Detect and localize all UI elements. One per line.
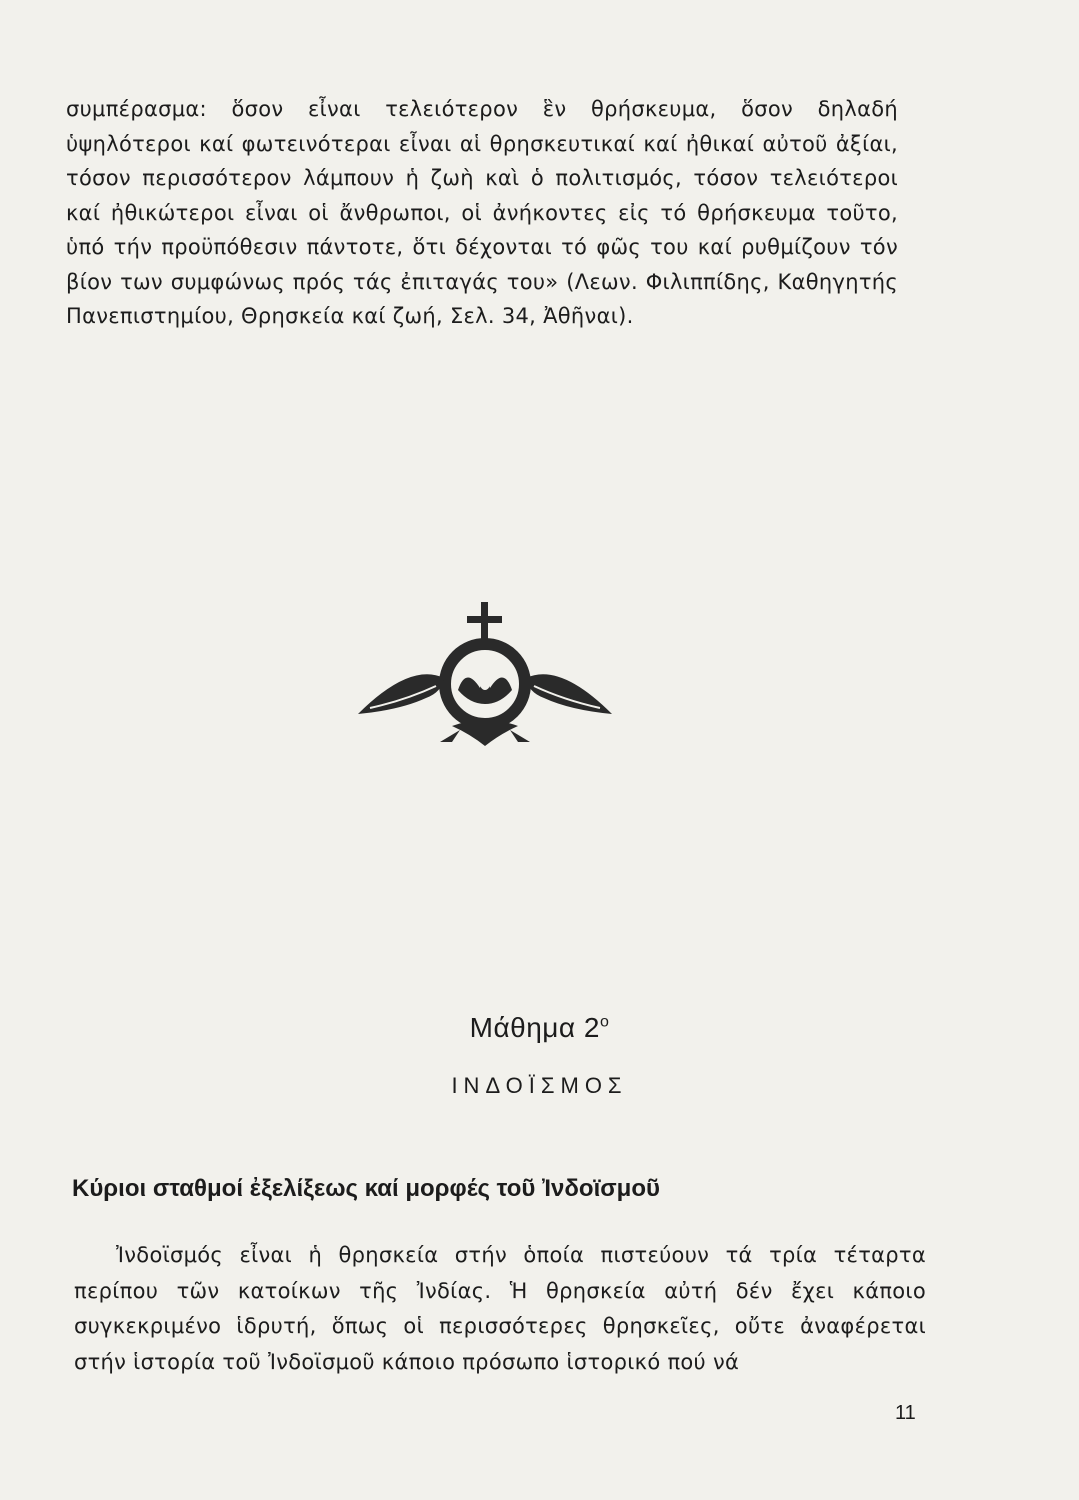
cross-wreath-ornament-icon (340, 592, 630, 762)
section-title: ΙΝΔΟΪΣΜΟΣ (451, 1073, 628, 1098)
page-number: 11 (895, 1402, 916, 1424)
lesson-title-superscript: ο (599, 1013, 610, 1031)
intro-paragraph: συμπέρασμα: ὅσον εἶναι τελειότερον ἓν θρήσκευμα, ὅσον δηλαδή ὑψηλότεροι καί φωτεινότεραι εἶναι αἱ θρησκευτικαί καί ἠθικαί αὐτοῦ ἀξίαι, τόσον περισσότερον λάμπουν ἡ ζωὴ καὶ ὁ πολιτισμός, τόσον τελειότεροι καί ἠθικώτεροι εἶναι οἱ ἄνθρωποι, οἱ ἀνήκοντες εἰς τό θρήσκευμα τοῦτο, ὑπό τήν προϋπόθεσιν πάντοτε, ὅτι δέχονται τό φῶς του καί ρυθμίζουν τόν βίον των συμφώνως πρός τάς ἐπιταγάς του» (Λεων. Φιλιππίδης, Καθηγητής Πανεπιστημίου, Θρησκεία καί ζωή, Σελ. 34, Ἀθῆναι). (66, 97, 898, 328)
intro-paragraph-block (66, 92, 898, 334)
lesson-title-text: Μάθημα 2 (469, 1012, 600, 1043)
lesson-title (0, 1012, 1079, 1044)
body-paragraph: Ἰνδοϊσμός εἶναι ἡ θρησκεία στήν ὁποία πιστεύουν τά τρία τέταρτα περίπου τῶν κατοίκων τῆς Ἰνδίας. Ἡ θρησκεία αὐτή δέν ἔχει κάποιο συγκεκριμένο ἱδρυτή, ὅπως οἱ περισσότερες θρησκεῖες, οὔτε ἀναφέρεται στήν ἱστορία τοῦ Ἰνδοϊσμοῦ κάποιο πρόσωπο ἱστορικό πού νά (74, 1243, 926, 1374)
subheading: Κύριοι σταθμοί ἐξελίξεως καί μορφές τοῦ Ἰνδοϊσμοῦ (72, 1175, 660, 1202)
body-paragraph-block (74, 1238, 926, 1380)
